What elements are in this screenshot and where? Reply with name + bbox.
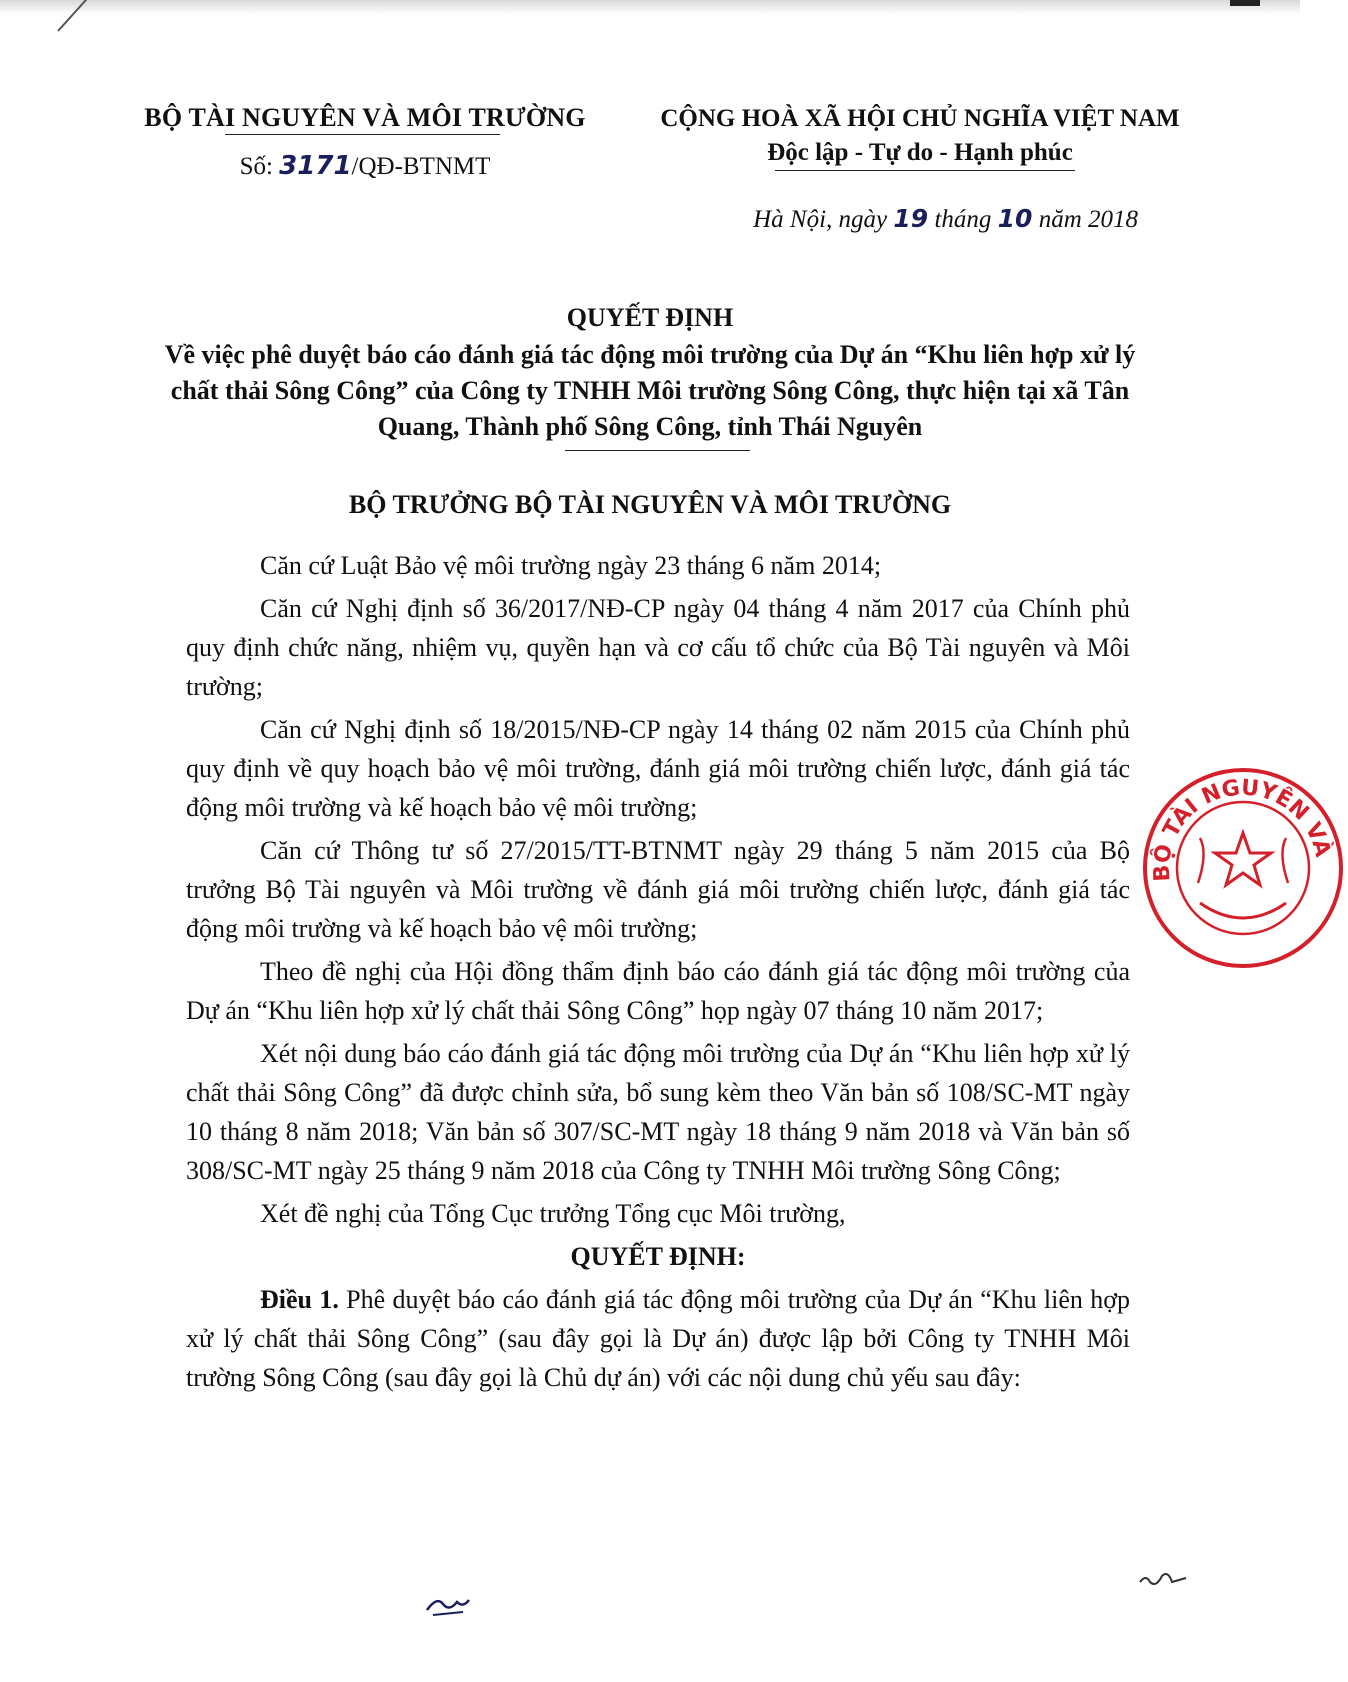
decision-subject: Về việc phê duyệt báo cáo đánh giá tác động môi trường của Dự án “Khu liên hợp xử lý chất thải Sông Công” của Công ty TNHH Môi trường Sông Công, thực hiện tại xã Tân Quang, Thành phố Sông Công, tỉnh Thái Nguyên	[164, 340, 1136, 441]
motto-underline	[775, 170, 1075, 171]
article-1-text: Phê duyệt báo cáo đánh giá tác động môi trường của Dự án “Khu liên hợp xử lý chất thải Sông Công” (sau đây gọi là Dự án) được lập bởi Công ty TNHH Môi trường Sông Công (sau đây gọi là Chủ dự án) với các nội dung chủ yếu sau đây:	[186, 1285, 1131, 1392]
issuing-agency: BỘ TÀI NGUYÊN VÀ MÔI TRƯỜNG	[144, 103, 586, 132]
doc-number-prefix: Số:	[239, 153, 273, 180]
decides-heading: QUYẾT ĐỊNH:	[570, 1242, 746, 1271]
subject-underline	[565, 450, 750, 451]
decision-heading: QUYẾT ĐỊNH	[566, 303, 734, 332]
legal-basis-2: Căn cứ Nghị định số 36/2017/NĐ-CP ngày 04 tháng 4 năm 2017 của Chính phủ quy định chức năng, nhiệm vụ, quyền hạn và cơ cấu tổ chức của Bộ Tài nguyên và Môi trường;	[186, 594, 1130, 701]
article-1-label: Điều 1.	[260, 1285, 339, 1314]
national-title: CỘNG HOÀ XÃ HỘI CHỦ NGHĨA VIỆT NAM	[660, 105, 1180, 132]
date-prefix: Hà Nội, ngày	[753, 206, 888, 233]
agency-underline	[225, 134, 500, 135]
issuing-authority: BỘ TRƯỞNG BỘ TÀI NGUYÊN VÀ MÔI TRƯỜNG	[348, 490, 952, 519]
decision-body	[186, 546, 1130, 1401]
legal-basis-4: Căn cứ Thông tư số 27/2015/TT-BTNMT ngày 29 tháng 5 năm 2015 của Bộ trưởng Bộ Tài nguyên và Môi trường về đánh giá môi trường chiến lược, đánh giá tác động môi trường và kế hoạch bảo vệ môi trường;	[186, 836, 1130, 943]
request-paragraph: Xét đề nghị của Tổng Cục trưởng Tổng cục Môi trường,	[260, 1199, 846, 1228]
date-year: năm 2018	[1038, 206, 1138, 233]
place-and-date	[0, 204, 1138, 234]
margin-initial-icon	[1136, 1568, 1190, 1590]
doc-number-suffix: /QĐ-BTNMT	[351, 153, 491, 180]
official-seal-icon	[1138, 763, 1348, 973]
date-month-label: tháng	[934, 206, 992, 233]
review-paragraph: Xét nội dung báo cáo đánh giá tác động môi trường của Dự án “Khu liên hợp xử lý chất thải Sông Công” đã được chỉnh sửa, bổ sung kèm theo Văn bản số 108/SC-MT ngày 10 tháng 8 năm 2018; Văn bản số 307/SC-MT ngày 18 tháng 9 năm 2018 và Văn bản số 308/SC-MT ngày 25 tháng 9 năm 2018 của Công ty TNHH Môi trường Sông Công;	[186, 1039, 1130, 1185]
issuing-agency-block	[125, 103, 605, 181]
date-month-handwritten: 10	[997, 204, 1033, 233]
national-header-block	[620, 105, 1220, 167]
article-1	[186, 1280, 1130, 1397]
initial-signature-icon	[423, 1590, 473, 1618]
date-day-handwritten: 19	[893, 204, 929, 233]
legal-basis-1: Căn cứ Luật Bảo vệ môi trường ngày 23 tháng 6 năm 2014;	[260, 551, 882, 580]
doc-number-handwritten: 3171	[279, 151, 352, 181]
seal-text: BỘ TÀI NGUYÊN VÀ	[1149, 775, 1336, 883]
document-number	[125, 151, 605, 181]
legal-basis-3: Căn cứ Nghị định số 18/2015/NĐ-CP ngày 14 tháng 02 năm 2015 của Chính phủ quy định về quy hoạch bảo vệ môi trường, đánh giá môi trường chiến lược, đánh giá tác động môi trường và kế hoạch bảo vệ môi trường;	[186, 715, 1130, 822]
proposal-paragraph: Theo đề nghị của Hội đồng thẩm định báo cáo đánh giá tác động môi trường của Dự án “Khu liên hợp xử lý chất thải Sông Công” họp ngày 07 tháng 10 năm 2017;	[186, 957, 1130, 1025]
corner-scan-mark	[1230, 0, 1260, 6]
national-motto: Độc lập - Tự do - Hạnh phúc	[767, 139, 1073, 166]
scan-edge-shadow	[0, 0, 1300, 14]
decision-title-block	[140, 303, 1160, 445]
